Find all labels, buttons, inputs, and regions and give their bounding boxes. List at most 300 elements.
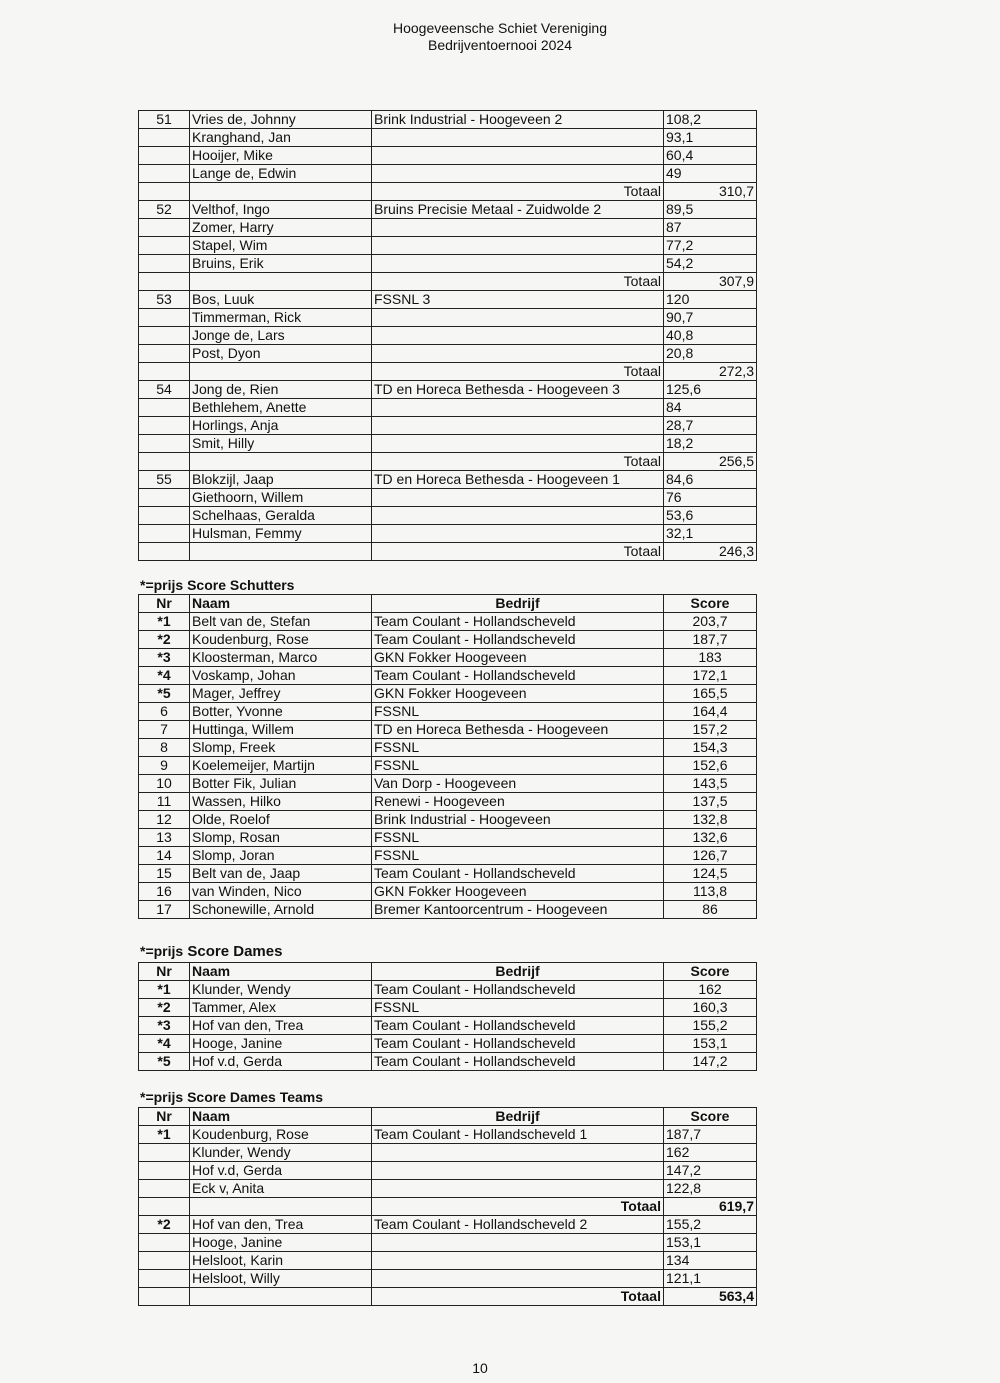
table-row bbox=[139, 847, 757, 865]
member-name: Bos, Luuk bbox=[190, 291, 372, 309]
prize-legend: *=prijs bbox=[140, 1089, 184, 1105]
member-score: 153,1 bbox=[664, 1234, 757, 1252]
page-header bbox=[0, 20, 1000, 54]
score: 160,3 bbox=[664, 999, 757, 1017]
table-header-row bbox=[139, 1108, 757, 1126]
table-row bbox=[139, 1252, 757, 1270]
member-score: 125,6 bbox=[664, 381, 757, 399]
team-number bbox=[139, 345, 190, 363]
member-name: Hooijer, Mike bbox=[190, 147, 372, 165]
table-row bbox=[139, 381, 757, 399]
table-row bbox=[139, 219, 757, 237]
table-row bbox=[139, 345, 757, 363]
table-row bbox=[139, 685, 757, 703]
empty-cell bbox=[190, 183, 372, 201]
member-score: 76 bbox=[664, 489, 757, 507]
table-row bbox=[139, 435, 757, 453]
shooter-name: Slomp, Rosan bbox=[190, 829, 372, 847]
shooter-name: Slomp, Joran bbox=[190, 847, 372, 865]
shooter-name: van Winden, Nico bbox=[190, 883, 372, 901]
member-name: Helsloot, Willy bbox=[190, 1270, 372, 1288]
total-label: Totaal bbox=[372, 543, 664, 561]
table-row bbox=[139, 471, 757, 489]
rank: 11 bbox=[139, 793, 190, 811]
table-row bbox=[139, 721, 757, 739]
score: 132,8 bbox=[664, 811, 757, 829]
team-number bbox=[139, 1180, 190, 1198]
table-row bbox=[139, 489, 757, 507]
table-row bbox=[139, 1144, 757, 1162]
header-score: Score bbox=[664, 595, 757, 613]
score: 86 bbox=[664, 901, 757, 919]
team-company bbox=[372, 237, 664, 255]
team-number bbox=[139, 1252, 190, 1270]
shooter-name: Belt van de, Stefan bbox=[190, 613, 372, 631]
team-total: 310,7 bbox=[664, 183, 757, 201]
table-row bbox=[139, 739, 757, 757]
member-name: Horlings, Anja bbox=[190, 417, 372, 435]
table-row bbox=[139, 237, 757, 255]
table-row bbox=[139, 613, 757, 631]
shooter-name: Mager, Jeffrey bbox=[190, 685, 372, 703]
company: Team Coulant - Hollandscheveld bbox=[372, 667, 664, 685]
team-total-row bbox=[139, 363, 757, 381]
team-company bbox=[372, 309, 664, 327]
team-number bbox=[139, 417, 190, 435]
rank: *5 bbox=[139, 1053, 190, 1071]
team-number bbox=[139, 1234, 190, 1252]
table-row bbox=[139, 999, 757, 1017]
header-company: Bedrijf bbox=[372, 963, 664, 981]
table-row bbox=[139, 667, 757, 685]
team-company bbox=[372, 165, 664, 183]
table-row bbox=[139, 291, 757, 309]
shooter-name: Hooge, Janine bbox=[190, 1035, 372, 1053]
member-score: 32,1 bbox=[664, 525, 757, 543]
team-company bbox=[372, 327, 664, 345]
company: FSSNL bbox=[372, 703, 664, 721]
member-name: Schelhaas, Geralda bbox=[190, 507, 372, 525]
schutters-table bbox=[138, 594, 757, 919]
table-row bbox=[139, 147, 757, 165]
team-number bbox=[139, 525, 190, 543]
table-row bbox=[139, 1270, 757, 1288]
team-company bbox=[372, 1144, 664, 1162]
rank: *4 bbox=[139, 667, 190, 685]
shooter-name: Voskamp, Johan bbox=[190, 667, 372, 685]
company: Bremer Kantoorcentrum - Hoogeveen bbox=[372, 901, 664, 919]
member-name: Helsloot, Karin bbox=[190, 1252, 372, 1270]
member-name: Hulsman, Femmy bbox=[190, 525, 372, 543]
member-name: Hof van den, Trea bbox=[190, 1216, 372, 1234]
rank: 12 bbox=[139, 811, 190, 829]
dames-teams-table bbox=[138, 1107, 757, 1306]
team-number bbox=[139, 1162, 190, 1180]
empty-cell bbox=[190, 363, 372, 381]
team-number bbox=[139, 1144, 190, 1162]
member-score: 134 bbox=[664, 1252, 757, 1270]
team-number bbox=[139, 219, 190, 237]
rank: *3 bbox=[139, 649, 190, 667]
company: FSSNL bbox=[372, 999, 664, 1017]
table-row bbox=[139, 111, 757, 129]
rank: 15 bbox=[139, 865, 190, 883]
empty-cell bbox=[139, 363, 190, 381]
table-row bbox=[139, 981, 757, 999]
table-row bbox=[139, 399, 757, 417]
table-row bbox=[139, 631, 757, 649]
shooter-name: Huttinga, Willem bbox=[190, 721, 372, 739]
team-number: 54 bbox=[139, 381, 190, 399]
empty-cell bbox=[139, 543, 190, 561]
table-row bbox=[139, 1035, 757, 1053]
company: Brink Industrial - Hoogeveen bbox=[372, 811, 664, 829]
member-name: Hooge, Janine bbox=[190, 1234, 372, 1252]
member-name: Post, Dyon bbox=[190, 345, 372, 363]
section-heading: Score Dames bbox=[187, 943, 283, 960]
member-score: 49 bbox=[664, 165, 757, 183]
table-row bbox=[139, 417, 757, 435]
dames-section-title bbox=[140, 943, 282, 960]
rank: 7 bbox=[139, 721, 190, 739]
member-name: Velthof, Ingo bbox=[190, 201, 372, 219]
member-name: Vries de, Johnny bbox=[190, 111, 372, 129]
score: 143,5 bbox=[664, 775, 757, 793]
team-total-row bbox=[139, 1198, 757, 1216]
member-name: Blokzijl, Jaap bbox=[190, 471, 372, 489]
team-company: Brink Industrial - Hoogeveen 2 bbox=[372, 111, 664, 129]
member-name: Stapel, Wim bbox=[190, 237, 372, 255]
table-row bbox=[139, 1126, 757, 1144]
team-total: 563,4 bbox=[664, 1288, 757, 1306]
company: Team Coulant - Hollandscheveld bbox=[372, 981, 664, 999]
team-company bbox=[372, 129, 664, 147]
team-total: 256,5 bbox=[664, 453, 757, 471]
team-number bbox=[139, 255, 190, 273]
table-row bbox=[139, 1162, 757, 1180]
team-number: 53 bbox=[139, 291, 190, 309]
team-number bbox=[139, 435, 190, 453]
rank: *2 bbox=[139, 631, 190, 649]
header-name: Naam bbox=[190, 595, 372, 613]
team-number: 55 bbox=[139, 471, 190, 489]
total-label: Totaal bbox=[372, 273, 664, 291]
table-row bbox=[139, 703, 757, 721]
table-row bbox=[139, 201, 757, 219]
member-score: 20,8 bbox=[664, 345, 757, 363]
team-number bbox=[139, 147, 190, 165]
rank: 14 bbox=[139, 847, 190, 865]
team-company bbox=[372, 1252, 664, 1270]
empty-cell bbox=[139, 1198, 190, 1216]
table-row bbox=[139, 775, 757, 793]
rank: *1 bbox=[139, 981, 190, 999]
member-name: Lange de, Edwin bbox=[190, 165, 372, 183]
score: 137,5 bbox=[664, 793, 757, 811]
rank: 9 bbox=[139, 757, 190, 775]
total-label: Totaal bbox=[372, 1288, 664, 1306]
company: GKN Fokker Hoogeveen bbox=[372, 685, 664, 703]
member-score: 18,2 bbox=[664, 435, 757, 453]
header-company: Bedrijf bbox=[372, 595, 664, 613]
member-score: 120 bbox=[664, 291, 757, 309]
score: 172,1 bbox=[664, 667, 757, 685]
total-label: Totaal bbox=[372, 183, 664, 201]
header-name: Naam bbox=[190, 1108, 372, 1126]
shooter-name: Koelemeijer, Martijn bbox=[190, 757, 372, 775]
team-number bbox=[139, 237, 190, 255]
team-number: *1 bbox=[139, 1126, 190, 1144]
rank: *2 bbox=[139, 999, 190, 1017]
member-score: 87 bbox=[664, 219, 757, 237]
member-name: Jonge de, Lars bbox=[190, 327, 372, 345]
company: FSSNL bbox=[372, 757, 664, 775]
score: 113,8 bbox=[664, 883, 757, 901]
member-name: Eck v, Anita bbox=[190, 1180, 372, 1198]
section-heading: Score Schutters bbox=[187, 577, 295, 593]
score: 147,2 bbox=[664, 1053, 757, 1071]
member-score: 84 bbox=[664, 399, 757, 417]
member-name: Smit, Hilly bbox=[190, 435, 372, 453]
company: FSSNL bbox=[372, 739, 664, 757]
team-number bbox=[139, 489, 190, 507]
company: Team Coulant - Hollandscheveld bbox=[372, 1035, 664, 1053]
team-company bbox=[372, 345, 664, 363]
table-row bbox=[139, 901, 757, 919]
member-name: Kranghand, Jan bbox=[190, 129, 372, 147]
table-row bbox=[139, 1053, 757, 1071]
team-number bbox=[139, 327, 190, 345]
header-score: Score bbox=[664, 1108, 757, 1126]
shooter-name: Schonewille, Arnold bbox=[190, 901, 372, 919]
team-company: Bruins Precisie Metaal - Zuidwolde 2 bbox=[372, 201, 664, 219]
team-company: TD en Horeca Bethesda - Hoogeveen 1 bbox=[372, 471, 664, 489]
team-number: *2 bbox=[139, 1216, 190, 1234]
team-total: 307,9 bbox=[664, 273, 757, 291]
rank: *1 bbox=[139, 613, 190, 631]
score: 154,3 bbox=[664, 739, 757, 757]
table-row bbox=[139, 327, 757, 345]
score: 152,6 bbox=[664, 757, 757, 775]
table-row bbox=[139, 829, 757, 847]
member-name: Jong de, Rien bbox=[190, 381, 372, 399]
member-name: Hof v.d, Gerda bbox=[190, 1162, 372, 1180]
member-score: 77,2 bbox=[664, 237, 757, 255]
member-score: 122,8 bbox=[664, 1180, 757, 1198]
company: Team Coulant - Hollandscheveld bbox=[372, 865, 664, 883]
table-row bbox=[139, 883, 757, 901]
member-score: 93,1 bbox=[664, 129, 757, 147]
team-company bbox=[372, 399, 664, 417]
company: TD en Horeca Bethesda - Hoogeveen bbox=[372, 721, 664, 739]
club-name: Hoogeveensche Schiet Vereniging bbox=[392, 20, 608, 36]
company: Team Coulant - Hollandscheveld bbox=[372, 631, 664, 649]
team-total-row bbox=[139, 453, 757, 471]
dames-teams-section-title bbox=[140, 1089, 323, 1105]
shooter-name: Wassen, Hilko bbox=[190, 793, 372, 811]
table-row bbox=[139, 309, 757, 327]
rank: 17 bbox=[139, 901, 190, 919]
team-company bbox=[372, 507, 664, 525]
team-company: Team Coulant - Hollandscheveld 2 bbox=[372, 1216, 664, 1234]
team-company bbox=[372, 255, 664, 273]
team-company bbox=[372, 489, 664, 507]
company: Renewi - Hoogeveen bbox=[372, 793, 664, 811]
member-name: Giethoorn, Willem bbox=[190, 489, 372, 507]
team-company bbox=[372, 1180, 664, 1198]
member-score: 121,1 bbox=[664, 1270, 757, 1288]
section-heading: Score Dames Teams bbox=[187, 1089, 324, 1105]
rank: *3 bbox=[139, 1017, 190, 1035]
member-name: Koudenburg, Rose bbox=[190, 1126, 372, 1144]
rank: 13 bbox=[139, 829, 190, 847]
team-company: TD en Horeca Bethesda - Hoogeveen 3 bbox=[372, 381, 664, 399]
page-number: 10 bbox=[472, 1360, 488, 1376]
team-total: 272,3 bbox=[664, 363, 757, 381]
rank: 6 bbox=[139, 703, 190, 721]
score: 132,6 bbox=[664, 829, 757, 847]
team-company: FSSNL 3 bbox=[372, 291, 664, 309]
score: 126,7 bbox=[664, 847, 757, 865]
header-name: Naam bbox=[190, 963, 372, 981]
rank: 16 bbox=[139, 883, 190, 901]
table-row bbox=[139, 525, 757, 543]
score: 162 bbox=[664, 981, 757, 999]
prize-legend: *=prijs bbox=[140, 943, 184, 959]
company: Team Coulant - Hollandscheveld bbox=[372, 613, 664, 631]
score: 165,5 bbox=[664, 685, 757, 703]
member-name: Bruins, Erik bbox=[190, 255, 372, 273]
empty-cell bbox=[190, 543, 372, 561]
empty-cell bbox=[190, 1288, 372, 1306]
rank: *4 bbox=[139, 1035, 190, 1053]
team-number bbox=[139, 399, 190, 417]
empty-cell bbox=[139, 183, 190, 201]
member-score: 155,2 bbox=[664, 1216, 757, 1234]
score: 203,7 bbox=[664, 613, 757, 631]
member-score: 28,7 bbox=[664, 417, 757, 435]
shooter-name: Slomp, Freek bbox=[190, 739, 372, 757]
member-name: Klunder, Wendy bbox=[190, 1144, 372, 1162]
team-company bbox=[372, 219, 664, 237]
team-total-row bbox=[139, 1288, 757, 1306]
empty-cell bbox=[190, 1198, 372, 1216]
member-score: 187,7 bbox=[664, 1126, 757, 1144]
empty-cell bbox=[190, 273, 372, 291]
table-row bbox=[139, 1180, 757, 1198]
score: 157,2 bbox=[664, 721, 757, 739]
header-nr: Nr bbox=[139, 595, 190, 613]
member-score: 147,2 bbox=[664, 1162, 757, 1180]
member-score: 53,6 bbox=[664, 507, 757, 525]
shooter-name: Hof v.d, Gerda bbox=[190, 1053, 372, 1071]
team-number bbox=[139, 165, 190, 183]
table-row bbox=[139, 255, 757, 273]
table-row bbox=[139, 129, 757, 147]
table-row bbox=[139, 1017, 757, 1035]
company: FSSNL bbox=[372, 847, 664, 865]
shooter-name: Klunder, Wendy bbox=[190, 981, 372, 999]
member-score: 162 bbox=[664, 1144, 757, 1162]
shooter-name: Hof van den, Trea bbox=[190, 1017, 372, 1035]
team-number bbox=[139, 1270, 190, 1288]
team-total-row bbox=[139, 273, 757, 291]
member-name: Bethlehem, Anette bbox=[190, 399, 372, 417]
member-score: 60,4 bbox=[664, 147, 757, 165]
shooter-name: Belt van de, Jaap bbox=[190, 865, 372, 883]
table-row bbox=[139, 507, 757, 525]
team-total-row bbox=[139, 183, 757, 201]
dames-table bbox=[138, 962, 757, 1071]
header-nr: Nr bbox=[139, 1108, 190, 1126]
rank: *5 bbox=[139, 685, 190, 703]
team-total-row bbox=[139, 543, 757, 561]
header-nr: Nr bbox=[139, 963, 190, 981]
team-number bbox=[139, 129, 190, 147]
tournament-name: Bedrijventoernooi 2024 bbox=[428, 37, 572, 53]
team-company bbox=[372, 1162, 664, 1180]
company: GKN Fokker Hoogeveen bbox=[372, 883, 664, 901]
company: Team Coulant - Hollandscheveld bbox=[372, 1017, 664, 1035]
table-row bbox=[139, 1234, 757, 1252]
member-score: 54,2 bbox=[664, 255, 757, 273]
schutters-section-title bbox=[140, 577, 294, 593]
member-score: 40,8 bbox=[664, 327, 757, 345]
total-label: Totaal bbox=[372, 1198, 664, 1216]
shooter-name: Olde, Roelof bbox=[190, 811, 372, 829]
table-row bbox=[139, 811, 757, 829]
table-row bbox=[139, 793, 757, 811]
table-row bbox=[139, 1216, 757, 1234]
team-company bbox=[372, 1270, 664, 1288]
member-score: 90,7 bbox=[664, 309, 757, 327]
shooter-name: Botter Fik, Julian bbox=[190, 775, 372, 793]
team-company bbox=[372, 525, 664, 543]
shooter-name: Tammer, Alex bbox=[190, 999, 372, 1017]
team-company bbox=[372, 1234, 664, 1252]
rank: 10 bbox=[139, 775, 190, 793]
header-company: Bedrijf bbox=[372, 1108, 664, 1126]
team-number: 51 bbox=[139, 111, 190, 129]
empty-cell bbox=[139, 1288, 190, 1306]
empty-cell bbox=[139, 453, 190, 471]
team-results-table bbox=[138, 110, 757, 561]
company: FSSNL bbox=[372, 829, 664, 847]
team-number: 52 bbox=[139, 201, 190, 219]
score: 153,1 bbox=[664, 1035, 757, 1053]
score: 124,5 bbox=[664, 865, 757, 883]
team-company bbox=[372, 147, 664, 165]
score: 164,4 bbox=[664, 703, 757, 721]
empty-cell bbox=[139, 273, 190, 291]
table-row bbox=[139, 757, 757, 775]
table-row bbox=[139, 649, 757, 667]
table-header-row bbox=[139, 595, 757, 613]
member-name: Zomer, Harry bbox=[190, 219, 372, 237]
total-label: Totaal bbox=[372, 363, 664, 381]
team-company bbox=[372, 417, 664, 435]
member-name: Timmerman, Rick bbox=[190, 309, 372, 327]
table-header-row bbox=[139, 963, 757, 981]
team-total: 619,7 bbox=[664, 1198, 757, 1216]
rank: 8 bbox=[139, 739, 190, 757]
team-company bbox=[372, 435, 664, 453]
member-score: 89,5 bbox=[664, 201, 757, 219]
table-row bbox=[139, 865, 757, 883]
company: Team Coulant - Hollandscheveld bbox=[372, 1053, 664, 1071]
shooter-name: Kloosterman, Marco bbox=[190, 649, 372, 667]
shooter-name: Koudenburg, Rose bbox=[190, 631, 372, 649]
